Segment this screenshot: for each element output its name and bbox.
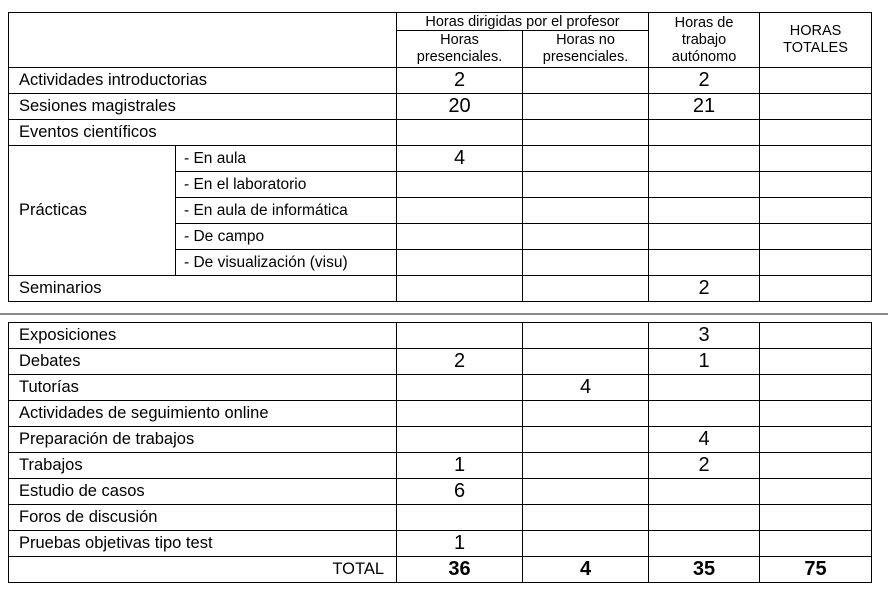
cell-total [760,68,872,94]
cell-presenciales [397,401,523,427]
cell-autonomo: 4 [649,427,760,453]
total-presenciales: 36 [397,557,523,583]
cell-autonomo [649,146,760,172]
cell-presenciales [397,505,523,531]
cell-no-presenciales [523,453,649,479]
table-row [9,401,872,427]
subrow-label: - En aula de informática [176,198,397,224]
row-label: Tutorías [9,375,397,401]
cell-autonomo [649,198,760,224]
cell-presenciales [397,250,523,276]
table-row [9,427,872,453]
cell-no-presenciales [523,276,649,302]
cell-no-presenciales [523,505,649,531]
header-autonomo-l3: autónomo [671,48,737,65]
cell-total [760,323,872,349]
cell-total [760,146,872,172]
table-row [9,349,872,375]
cell-presenciales [397,120,523,146]
header-no-presenciales-l2: presenciales. [542,49,629,65]
cell-total [760,427,872,453]
row-label: Actividades de seguimiento online [9,401,397,427]
cell-autonomo [649,505,760,531]
cell-autonomo [649,479,760,505]
cell-no-presenciales [523,146,649,172]
cell-no-presenciales [523,94,649,120]
header-totales [760,13,872,68]
row-label: Trabajos [9,453,397,479]
cell-total [760,276,872,302]
cell-total [760,224,872,250]
row-label: Estudio de casos [9,479,397,505]
cell-autonomo [649,172,760,198]
total-no-presenciales: 4 [523,557,649,583]
cell-no-presenciales [523,172,649,198]
cell-no-presenciales [523,349,649,375]
header-totales-l1: HORAS [789,23,842,39]
row-label: Seminarios [9,276,397,302]
cell-total [760,250,872,276]
cell-no-presenciales [523,323,649,349]
table-row [9,323,872,349]
table-row [9,68,872,94]
cell-autonomo [649,401,760,427]
cell-presenciales: 2 [397,349,523,375]
header-no-presenciales [523,31,649,68]
cell-presenciales [397,375,523,401]
cell-total [760,531,872,557]
table-row [9,531,872,557]
cell-total [760,120,872,146]
cell-no-presenciales [523,120,649,146]
cell-no-presenciales [523,401,649,427]
subrow-label: - En aula [176,146,397,172]
cell-autonomo [649,375,760,401]
cell-total [760,401,872,427]
cell-total [760,349,872,375]
cell-autonomo [649,224,760,250]
header-autonomo-l1: Horas de [674,14,734,31]
cell-autonomo: 2 [649,453,760,479]
header-group: Horas dirigidas por el profesor [397,13,649,31]
table-row [9,505,872,531]
hours-table-top [8,12,872,302]
table-row [9,276,872,302]
cell-presenciales [397,323,523,349]
cell-total [760,505,872,531]
header-autonomo [649,13,760,68]
header-presenciales-l2: presenciales. [416,49,503,65]
table-row [9,375,872,401]
row-label: Eventos científicos [9,120,397,146]
cell-no-presenciales [523,68,649,94]
subrow-label: - De visualización (visu) [176,250,397,276]
cell-no-presenciales [523,531,649,557]
table-row [9,453,872,479]
total-row [9,557,872,583]
cell-total [760,198,872,224]
total-label: TOTAL [9,557,397,583]
cell-presenciales: 4 [397,146,523,172]
cell-autonomo: 21 [649,94,760,120]
cell-presenciales: 1 [397,453,523,479]
cell-autonomo [649,120,760,146]
header-totales-l2: TOTALES [783,40,848,56]
cell-autonomo [649,531,760,557]
cell-presenciales [397,172,523,198]
table-row [9,94,872,120]
cell-presenciales: 1 [397,531,523,557]
cell-presenciales [397,198,523,224]
cell-presenciales: 6 [397,479,523,505]
page-separator [0,313,888,315]
cell-autonomo: 2 [649,276,760,302]
cell-presenciales [397,224,523,250]
cell-autonomo: 2 [649,68,760,94]
cell-total [760,453,872,479]
cell-total [760,375,872,401]
cell-no-presenciales [523,427,649,453]
cell-no-presenciales [523,250,649,276]
cell-autonomo: 1 [649,349,760,375]
cell-total [760,479,872,505]
hours-table-bottom [8,322,872,583]
header-no-presenciales-l1: Horas no [556,32,615,48]
table-row [9,120,872,146]
header-presenciales-l1: Horas [440,32,479,48]
subrow-label: - En el laboratorio [176,172,397,198]
row-label: Actividades introductorias [9,68,397,94]
cell-autonomo: 3 [649,323,760,349]
cell-presenciales [397,427,523,453]
cell-autonomo [649,250,760,276]
cell-no-presenciales [523,224,649,250]
total-horas-totales: 75 [760,557,872,583]
row-label: Sesiones magistrales [9,94,397,120]
row-label: Debates [9,349,397,375]
header-presenciales [397,31,523,68]
practicas-label: Prácticas [9,146,176,276]
cell-total [760,172,872,198]
table-row [9,146,872,172]
cell-total [760,94,872,120]
table-row [9,479,872,505]
row-label: Preparación de trabajos [9,427,397,453]
header-blank [9,13,397,68]
cell-presenciales: 2 [397,68,523,94]
cell-no-presenciales: 4 [523,375,649,401]
row-label: Pruebas objetivas tipo test [9,531,397,557]
total-autonomo: 35 [649,557,760,583]
cell-no-presenciales [523,198,649,224]
cell-presenciales: 20 [397,94,523,120]
row-label: Foros de discusión [9,505,397,531]
row-label: Exposiciones [9,323,397,349]
cell-no-presenciales [523,479,649,505]
header-autonomo-l2: trabajo [681,31,727,48]
cell-presenciales [397,276,523,302]
subrow-label: - De campo [176,224,397,250]
